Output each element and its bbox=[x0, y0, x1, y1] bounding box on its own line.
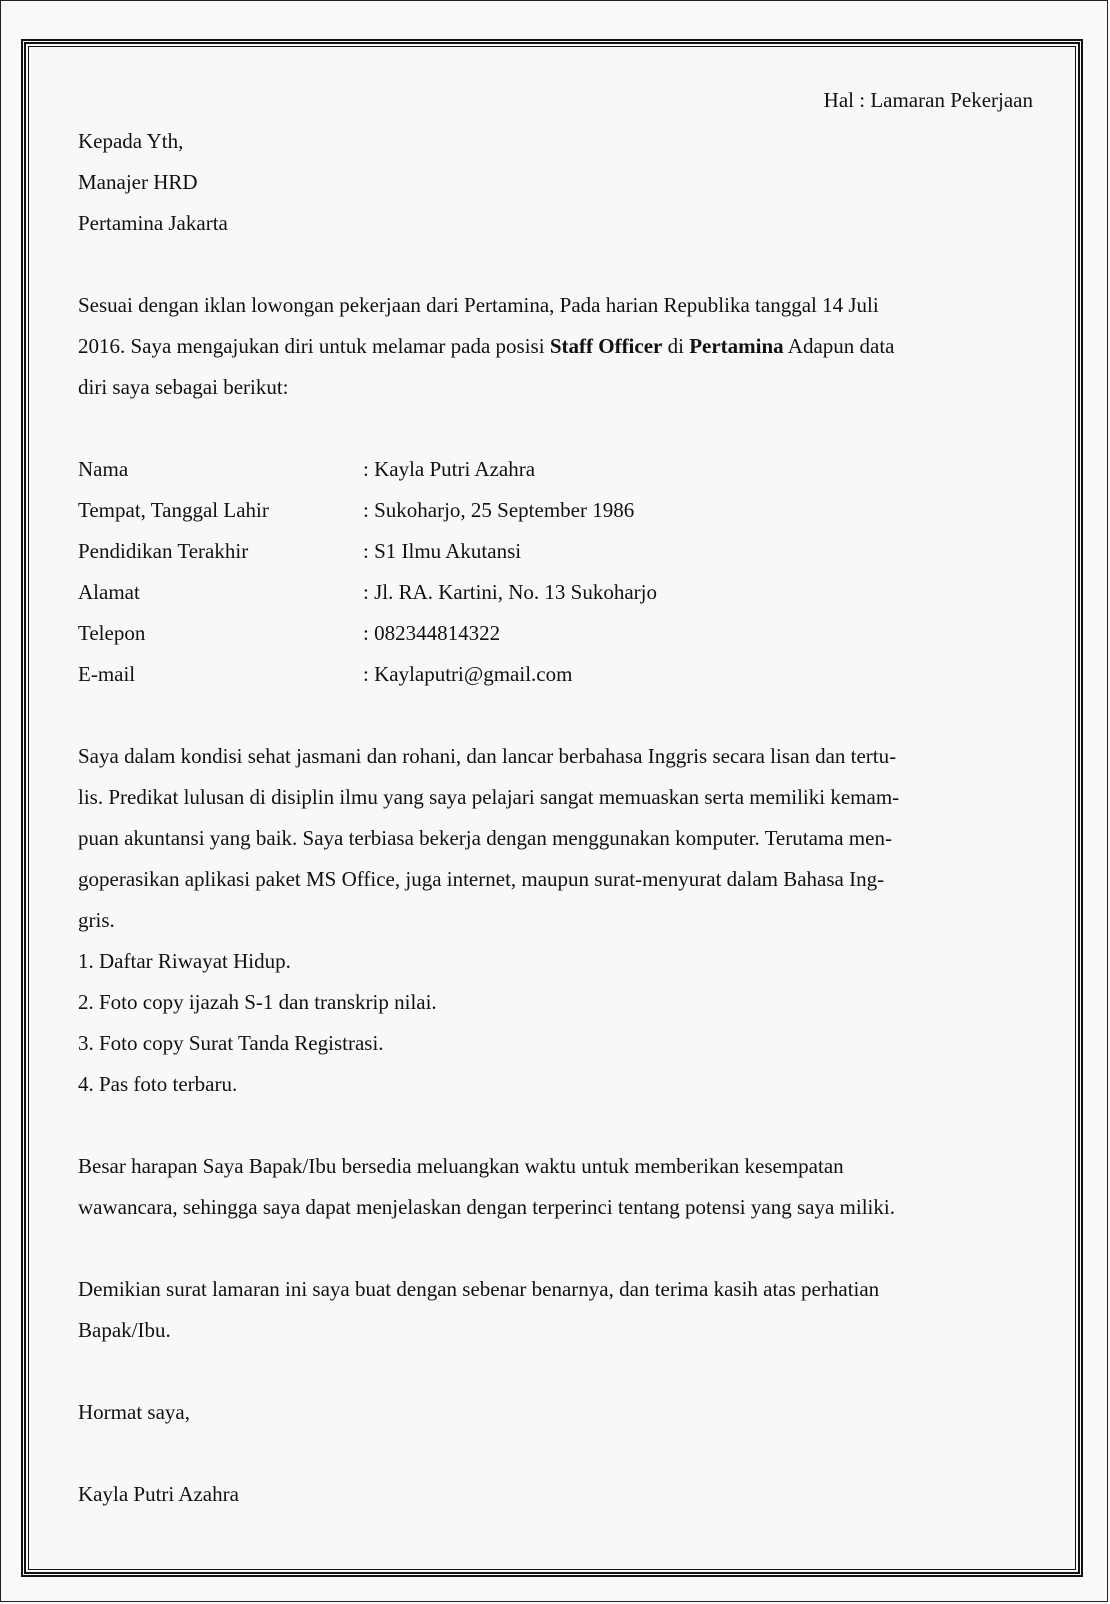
hope-line: wawancara, sehingga saya dapat menjelaskan dengan terperinci tentang potensi yang saya miliki. bbox=[78, 1195, 895, 1219]
intro-line-1: Sesuai dengan iklan lowongan pekerjaan dari Pertamina, Pada harian Republika tanggal 14 Juli bbox=[78, 293, 879, 317]
qualification-line: gris. bbox=[78, 908, 115, 932]
personal-data-row bbox=[78, 531, 1033, 572]
intro-line-2-middle: di bbox=[662, 334, 690, 358]
personal-data-row bbox=[78, 654, 1033, 695]
recipient-greeting: Kepada Yth, bbox=[78, 129, 184, 153]
personal-data-label: Nama bbox=[78, 457, 129, 481]
qualification-line: puan akuntansi yang baik. Saya terbiasa bekerja dengan menggunakan komputer. Terutama men- bbox=[78, 826, 892, 850]
intro-line-2-end: Adapun data bbox=[783, 334, 895, 358]
recipient-company: Pertamina Jakarta bbox=[78, 211, 228, 235]
qualification-line: Saya dalam kondisi sehat jasmani dan rohani, dan lancar berbahasa Inggris secara lisan dan tertu- bbox=[78, 744, 897, 768]
personal-data-value: : 082344814322 bbox=[363, 621, 501, 645]
intro-line-2 bbox=[78, 326, 1033, 367]
personal-data-list bbox=[78, 449, 1033, 695]
attachment-item: 1. Daftar Riwayat Hidup. bbox=[78, 949, 291, 973]
signature-name: Kayla Putri Azahra bbox=[78, 1482, 239, 1506]
personal-data-label: Tempat, Tanggal Lahir bbox=[78, 498, 269, 522]
personal-data-label: Telepon bbox=[78, 621, 146, 645]
personal-data-value: : Sukoharjo, 25 September 1986 bbox=[363, 498, 635, 522]
recipient-address bbox=[78, 121, 1033, 244]
personal-data-value: : Kayla Putri Azahra bbox=[363, 457, 536, 481]
personal-data-value: : Jl. RA. Kartini, No. 13 Sukoharjo bbox=[363, 580, 657, 604]
closing-line: Bapak/Ibu. bbox=[78, 1318, 171, 1342]
personal-data-row bbox=[78, 613, 1033, 654]
subject-line: Hal : Lamaran Pekerjaan bbox=[823, 88, 1033, 112]
attachment-item: 4. Pas foto terbaru. bbox=[78, 1072, 238, 1096]
personal-data-value: : Kaylaputri@gmail.com bbox=[363, 662, 573, 686]
personal-data-value: : S1 Ilmu Akutansi bbox=[363, 539, 522, 563]
salutation: Hormat saya, bbox=[78, 1400, 190, 1424]
closing-paragraph bbox=[78, 1269, 1033, 1351]
personal-data-label: Alamat bbox=[78, 580, 140, 604]
intro-paragraph bbox=[78, 285, 1033, 408]
attachment-item: 3. Foto copy Surat Tanda Registrasi. bbox=[78, 1031, 384, 1055]
personal-data-row bbox=[78, 449, 1033, 490]
recipient-title: Manajer HRD bbox=[78, 170, 198, 194]
closing-line: Demikian surat lamaran ini saya buat dengan sebenar benarnya, dan terima kasih atas perhatian bbox=[78, 1277, 880, 1301]
hope-line: Besar harapan Saya Bapak/Ibu bersedia meluangkan waktu untuk memberikan kesempatan bbox=[78, 1154, 844, 1178]
company-name: Pertamina bbox=[689, 334, 784, 358]
personal-data-row bbox=[78, 490, 1033, 531]
personal-data-row bbox=[78, 572, 1033, 613]
application-letter bbox=[78, 80, 1033, 1515]
position-name: Staff Officer bbox=[549, 334, 663, 358]
qualification-line: goperasikan aplikasi paket MS Office, juga internet, maupun surat-menyurat dalam Bahasa Ing- bbox=[78, 867, 885, 891]
attachment-item: 2. Foto copy ijazah S-1 dan transkrip nilai. bbox=[78, 990, 437, 1014]
qualification-paragraph bbox=[78, 736, 1033, 1105]
personal-data-label: E-mail bbox=[78, 662, 136, 686]
personal-data-label: Pendidikan Terakhir bbox=[78, 539, 249, 563]
intro-line-2-start: 2016. Saya mengajukan diri untuk melamar pada posisi bbox=[78, 334, 550, 358]
qualification-line: lis. Predikat lulusan di disiplin ilmu yang saya pelajari sangat memuaskan serta memiliki kemam- bbox=[78, 785, 900, 809]
intro-line-3: diri saya sebagai berikut: bbox=[78, 375, 289, 399]
hope-paragraph bbox=[78, 1146, 1033, 1228]
